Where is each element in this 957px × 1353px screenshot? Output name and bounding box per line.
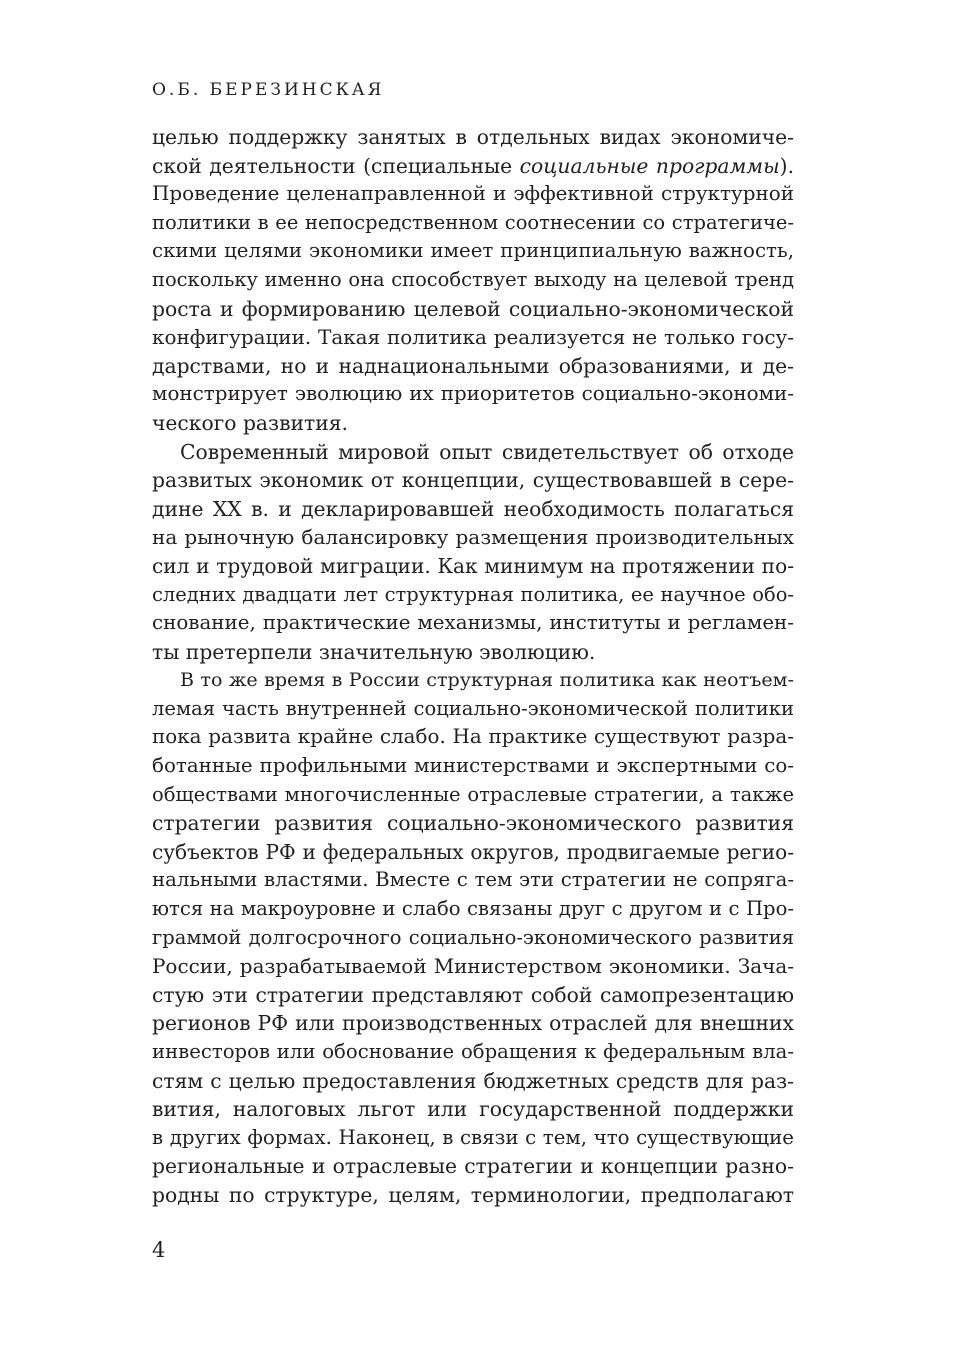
text-line: сил и трудовой миграции. Как минимум на протяжении по- (152, 553, 794, 578)
text-line: роста и формированию целевой социально-экономической (152, 296, 794, 321)
text-line: лемая часть внутренней социально-экономической политики (152, 696, 794, 720)
body-text (152, 123, 794, 1210)
text-line: на рыночную балансировку размещения производительных (152, 525, 794, 550)
text-line: пока развита крайне слабо. На практике существуют разра- (152, 725, 794, 749)
text-line: стям с целью предоставления бюджетных средств для раз- (152, 1068, 794, 1093)
text-line: дарствами, но и наднациональными образованиями, и де- (152, 353, 794, 378)
text-line: Проведение целенаправленной и эффективной структурной (152, 182, 794, 206)
text-line: в других формах. Наконец, в связи с тем, что существующие (152, 1125, 794, 1149)
running-head: О.Б. БЕРЕЗИНСКАЯ (152, 80, 385, 100)
text-line: обществами многочисленные отраслевые стратегии, а также (152, 782, 794, 806)
text-line: регионов РФ или производственных отраслей для внешних (152, 1011, 794, 1036)
text-line: ботанные профильными министерствами и экспертными со- (152, 754, 794, 778)
text-line: политики в ее непосредственном соотнесении со стратегиче- (152, 210, 794, 234)
text-fragment: ской деятельности (специальные (152, 153, 520, 178)
text-line: снование, практические механизмы, институты и регламен- (152, 611, 794, 635)
text-line: стратегии развития социально-экономического развития (152, 811, 794, 836)
text-line: развитых экономик от концепции, существовавшей в сере- (152, 468, 794, 493)
text-line: стую эти стратегии представляют собой самопрезентацию (152, 982, 794, 1007)
text-line: скими целями экономики имеет принципиальную важность, (152, 239, 794, 263)
text-line: нальными властями. Вместе с тем эти стратегии не сопряга- (152, 868, 794, 892)
text-line: следних двадцати лет структурная политика, ее научное обо- (152, 582, 794, 606)
italic-term: социальные программы (519, 153, 780, 178)
text-line: региональные и отраслевые стратегии и концепции разно- (152, 1154, 794, 1179)
paragraph-first-line: Современный мировой опыт свидетельствует об отходе (180, 439, 794, 464)
text-line: ты претерпели значительную эволюцию. (152, 639, 596, 664)
text-line: России, разрабатываемой Министерством экономики. Зача- (152, 954, 794, 979)
text-line-with-italic (152, 152, 794, 181)
page-number: 4 (152, 1238, 166, 1262)
text-line: ются на макроуровне и слабо связаны друг с другом и с Про- (152, 897, 794, 921)
text-line: поскольку именно она способствует выходу на целевой тренд (152, 267, 794, 291)
text-line: монстрирует эволюцию их приоритетов социально-экономи- (152, 382, 794, 406)
text-line: граммой долгосрочного социально-экономического развития (152, 925, 794, 949)
text-line: вития, налоговых льгот или государственной поддержки (152, 1097, 794, 1122)
text-line: родны по структуре, целям, терминологии, предполагают (152, 1182, 794, 1207)
text-line: дине XX в. и декларировавшей необходимость полагаться (152, 496, 794, 521)
text-line: субъектов РФ и федеральных округов, продвигаемые регио- (152, 839, 794, 864)
text-line: целью поддержку занятых в отдельных видах экономиче- (152, 125, 794, 149)
text-line: конфигурации. Такая политика реализуется не только госу- (152, 325, 794, 350)
paragraph-first-line: В то же время в России структурная политика как неотъем- (180, 668, 794, 692)
text-line: ческого развития. (152, 410, 348, 435)
text-fragment: ). (779, 153, 794, 178)
text-line: инвесторов или обоснование обращения к федеральным вла- (152, 1040, 794, 1063)
